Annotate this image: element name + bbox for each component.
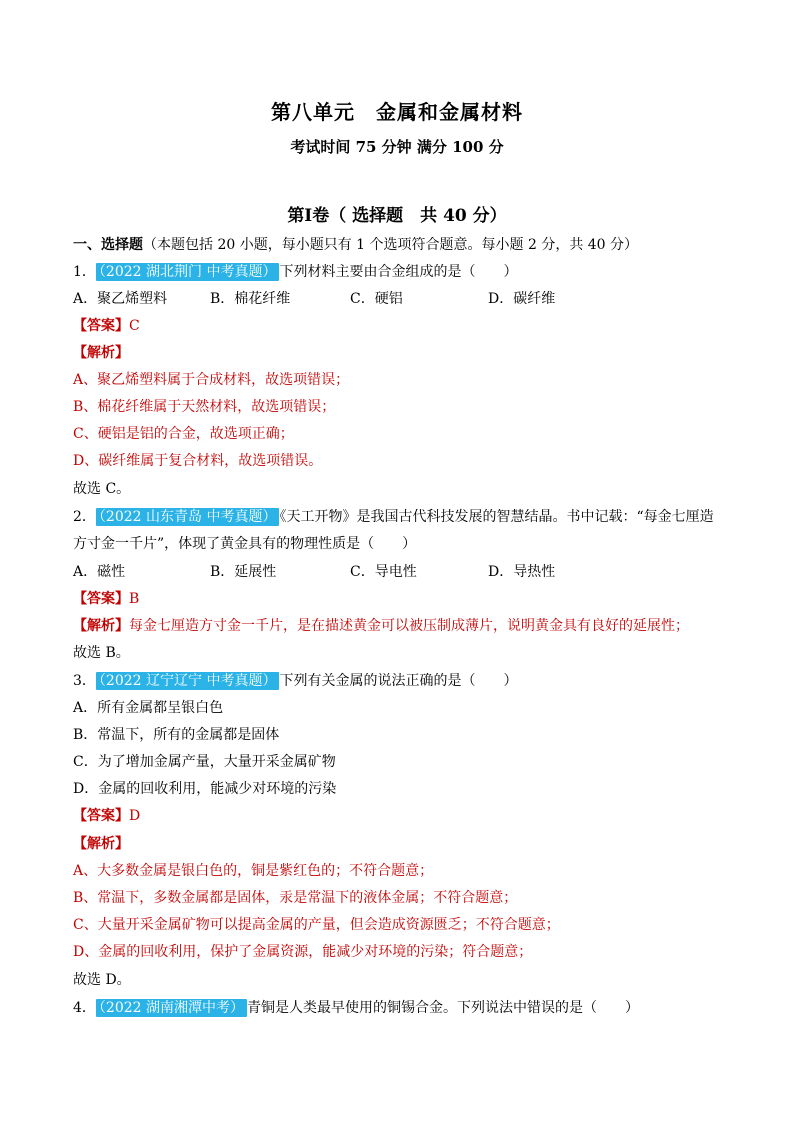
analysis-label: 【解析】 [73, 618, 129, 634]
option-c: C．导电性 [350, 564, 417, 580]
instructions-text: （本题包括 20 小题，每小题只有 1 个选项符合题意。每小题 2 分，共 40 分） [143, 237, 639, 253]
page-title: 第八单元 金属和金属材料 [271, 100, 523, 124]
conclusion: 故选 D。 [73, 972, 131, 988]
question-number: 1． [73, 264, 96, 280]
answer-line [73, 589, 139, 609]
option-c: C．硬铝 [350, 291, 403, 307]
option-b: B．延展性 [210, 564, 277, 580]
question-1-stem [73, 262, 517, 282]
question-number: 4． [73, 1000, 96, 1016]
answer-label: 【答案】 [73, 318, 129, 334]
question-text: 下列有关金属的说法正确的是（ ） [279, 673, 518, 689]
question-2-stem-continued: 方寸金一千片”，体现了黄金具有的物理性质是（ ） [73, 536, 417, 552]
question-4-stem [73, 998, 639, 1018]
option-d: D．金属的回收利用，能减少对环境的污染 [73, 781, 337, 797]
analysis-line [73, 616, 689, 636]
instructions [73, 235, 638, 255]
option-c: C．为了增加金属产量，大量开采金属矿物 [73, 754, 336, 770]
question-number: 3． [73, 673, 96, 689]
analysis-line: A、大多数金属是银白色的，铜是紫红色的；不符合题意； [73, 863, 434, 879]
answer-label: 【答案】 [73, 591, 129, 607]
section-title: 第Ⅰ卷（ 选择题 共 40 分） [287, 206, 507, 226]
source-tag: （2022 山东青岛 中考真题） [96, 508, 280, 526]
option-a: A．所有金属都呈银白色 [73, 700, 224, 716]
instructions-label: 一、选择题 [73, 237, 143, 253]
analysis-text: 每金七厘造方寸金一千片，是在描述黄金可以被压制成薄片，说明黄金具有良好的延展性； [129, 618, 689, 634]
analysis-line: B、常温下，多数金属都是固体，汞是常温下的液体金属；不符合题意； [73, 890, 518, 906]
analysis-line: C、硬铝是铝的合金，故选项正确； [73, 426, 294, 442]
analysis-line: D、金属的回收利用，保护了金属资源，能减少对环境的污染；符合题意； [73, 944, 533, 960]
exam-info: 考试时间 75 分钟 满分 100 分 [290, 138, 504, 156]
question-2-options [73, 562, 555, 582]
answer-label: 【答案】 [73, 808, 129, 824]
question-text: 《天工开物》是我国古代科技发展的智慧结晶。书中记载：“每金七厘造 [279, 509, 714, 525]
option-d: D．碳纤维 [488, 291, 556, 307]
question-1-options [73, 289, 555, 309]
analysis-label: 【解析】 [73, 345, 129, 361]
answer-line [73, 316, 140, 336]
analysis-line: D、碳纤维属于复合材料，故选项错误。 [73, 453, 323, 469]
conclusion: 故选 C。 [73, 481, 131, 497]
option-b: B．棉花纤维 [210, 291, 291, 307]
analysis-line: C、大量开采金属矿物可以提高金属的产量，但会造成资源匮乏；不符合题意； [73, 917, 560, 933]
option-b: B．常温下，所有的金属都是固体 [73, 727, 280, 743]
answer-value: C [129, 318, 140, 334]
conclusion: 故选 B。 [73, 645, 130, 661]
option-a: A．聚乙烯塑料 [73, 291, 168, 307]
answer-line [73, 806, 140, 826]
analysis-line: A、聚乙烯塑料属于合成材料，故选项错误； [73, 372, 350, 388]
source-tag: （2022 湖北荆门 中考真题） [96, 263, 280, 281]
analysis-line: B、棉花纤维属于天然材料，故选项错误； [73, 399, 336, 415]
source-tag: （2022 辽宁辽宁 中考真题） [96, 672, 280, 690]
question-text: 青铜是人类最早使用的铜锡合金。下列说法中错误的是（ ） [247, 1000, 640, 1016]
source-tag: （2022 湖南湘潭中考） [96, 999, 247, 1017]
question-number: 2． [73, 509, 96, 525]
option-a: A．磁性 [73, 564, 126, 580]
analysis-label: 【解析】 [73, 836, 129, 852]
option-d: D．导热性 [488, 564, 556, 580]
question-3-stem [73, 671, 517, 691]
answer-value: B [129, 591, 140, 607]
question-2-stem [73, 507, 714, 527]
question-text: 下列材料主要由合金组成的是（ ） [279, 264, 518, 280]
answer-value: D [129, 808, 141, 824]
